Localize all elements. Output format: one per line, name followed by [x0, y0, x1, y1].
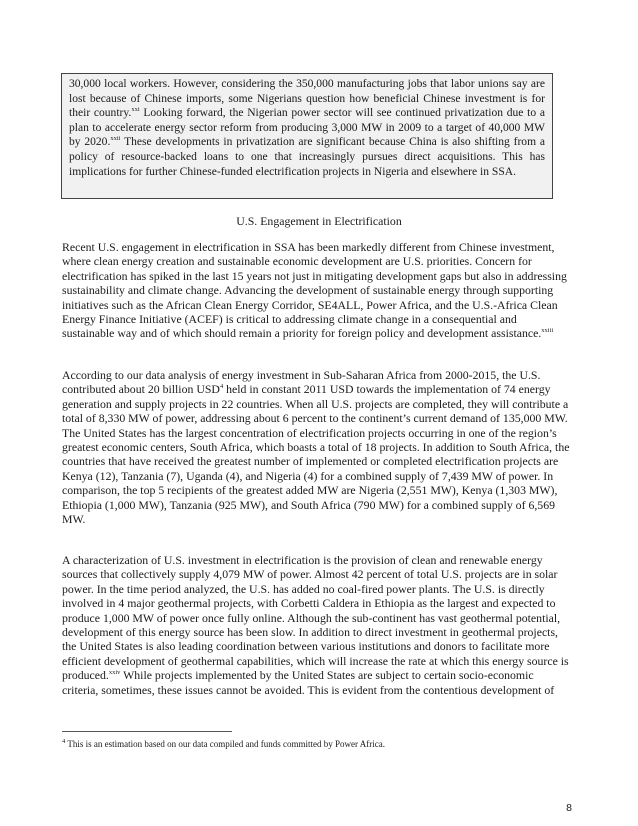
endnote-ref-xxii: xxii — [110, 135, 121, 143]
section-heading: U.S. Engagement in Electrification — [236, 214, 402, 228]
endnote-ref-xxi: xxi — [131, 106, 140, 114]
footnote-text: This is an estimation based on our data compiled and funds committed by Power Africa. — [65, 739, 386, 749]
footnote-number: 4 — [62, 738, 66, 745]
box-paragraph — [69, 77, 545, 179]
footnote-ref-4[interactable]: 4 — [219, 383, 224, 391]
footnote-divider — [62, 731, 232, 732]
paragraph-1-text: Recent U.S. engagement in electrification in SSA has been markedly different from Chinese investment, where clean energy creation and sustainable economic development are U.S. priorities. Concern for electrification has spiked in the last 15 years not just in mitigating development gaps but also in addressing sustainability and climate change. Advancing the development of sustainable energy through supporting initiatives such as the African Clean Energy Corridor, SE4ALL, Power Africa, and the U.S.-Africa Clean Energy Finance Initiative (ACEF) is critical to addressing climate change in a consequential and sustainable way and of which should remain a priority for foreign policy and development assistance. — [62, 240, 567, 341]
box-text-part-3: These developments in privatization are significant because China is also shifting from a policy of resource-backed loans to one that increasingly pursues direct acquisitions. This has implications for further Chinese-funded electrification projects in Nigeria and elsewhere in SSA. — [69, 136, 545, 178]
box-text-part-2: Looking forward, the Nigerian power sector will see continued privatization due to a plan to accelerate energy sector reform from producing 3,000 MW in 2009 to a target of 40,000 MW by 2020. — [69, 107, 545, 149]
endnote-ref-xxiv: xxiv — [108, 669, 121, 677]
paragraph-2-text-a: According to our data analysis of energy investment in Sub-Saharan Africa from 2000-2015, the U.S. contributed about 20 billion USD — [62, 368, 541, 397]
paragraph-3-text-a: A characterization of U.S. investment in electrification is the provision of clean and renewable energy sources that collectively supply 4,079 MW of power. Almost 42 percent of total U.S. projects are in solar power. In the time period analyzed, the U.S. has added no coal-fired power plants. The U.S. is directly involved in 4 major geothermal projects, with Corbetti Caldera in Ethiopia as the largest and expected to produce 1,000 MW of power once fully online. Although the sub-continent has vast geothermal potential, development of this energy source has been slow. In addition to direct investment in geothermal projects, the United States is also leading coordination between various institutions and donors to facilitate more efficient development of geothermal capabilities, which will increase the rate at which this energy source is produced. — [62, 553, 569, 683]
box-text-part-1: 30,000 local workers. However, considering the 350,000 manufacturing jobs that labor unions say are lost because of Chinese imports, some Nigerians question how beneficial Chinese investment is for their country. — [69, 78, 545, 120]
paragraph-2 — [62, 368, 571, 526]
paragraph-3-text-b: While projects implemented by the United States are subject to certain socio-economic criteria, sometimes, these issues cannot be avoided. This is evident from the contentious development of — [62, 668, 555, 697]
paragraph-3 — [62, 553, 571, 697]
page-number: 8 — [566, 802, 572, 814]
paragraph-1 — [62, 240, 571, 341]
paragraph-2-text-b: held in constant 2011 USD towards the implementation of 74 energy generation and supply projects in 22 countries. When all U.S. projects are completed, they will contribute a total of 8,330 MW of power, addressing about 6 percent to the continent’s current demand of 135,000 MW. The United States has the largest concentration of electrification projects occurring in one of the region’s greatest economic centers, South Africa, which boasts a total of 18 projects. In addition to South Africa, the countries that have received the greatest number of implemented or completed electrification projects are Kenya (12), Tanzania (7), Uganda (4), and Nigeria (4) for a combined supply of 7,439 MW of power. In comparison, the top 5 recipients of the greatest added MW are Nigeria (2,551 MW), Kenya (1,303 MW), Ethiopia (1,000 MW), Tanzania (925 MW), and South Africa (790 MW) for a combined supply of 6,569 MW. — [62, 382, 570, 527]
highlighted-text-box — [61, 73, 553, 199]
footnote — [62, 738, 385, 750]
endnote-ref-xxiii: xxiii — [541, 327, 554, 335]
